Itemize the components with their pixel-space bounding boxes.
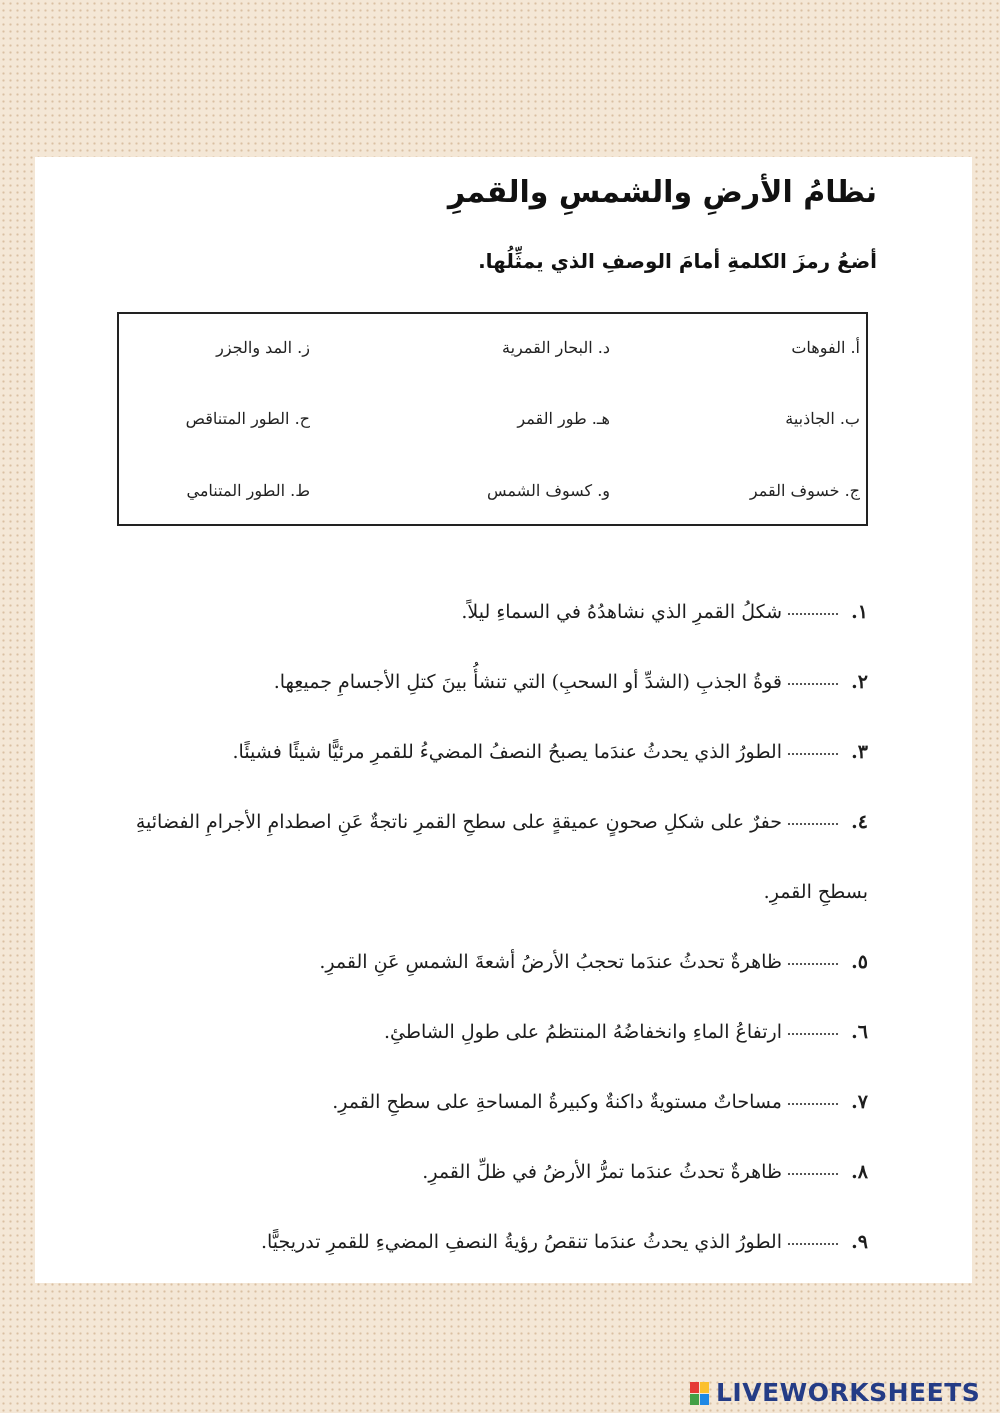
question-text: حفرٌ على شكلِ صحونٍ عميقةٍ على سطحِ القمرِ ناتجةٌ عَنِ اصطدامِ الأجرامِ الفضائيةِ بسطحِ القمرِ. xyxy=(135,811,868,903)
question-item xyxy=(108,997,868,1067)
worksheet-instruction: أضعُ رمزَ الكلمةِ أمامَ الوصفِ الذي يمثِّلُها. xyxy=(478,249,877,273)
worksheet-title: نظامُ الأرضِ والشمسِ والقمرِ xyxy=(447,175,877,210)
question-item xyxy=(108,927,868,997)
answer-blank[interactable] xyxy=(788,822,838,825)
word-bank-item: د. البحار القمرية xyxy=(502,338,610,357)
answer-blank[interactable] xyxy=(788,1032,838,1035)
liveworksheets-logo-icon xyxy=(690,1380,712,1406)
question-number: ٨. xyxy=(851,1161,868,1183)
answer-blank[interactable] xyxy=(788,1172,838,1175)
question-number: ٥. xyxy=(851,951,868,973)
question-item xyxy=(108,577,868,647)
question-text: الطورُ الذي يحدثُ عندَما يصبحُ النصفُ المضيءُ للقمرِ مرئيًّا شيئًا فشيئًا. xyxy=(232,741,782,763)
question-text: ارتفاعُ الماءِ وانخفاضُهُ المنتظمُ على طولِ الشاطئِ. xyxy=(384,1021,782,1043)
word-bank-item: هـ. طور القمر xyxy=(517,409,610,428)
question-text: ظاهرةٌ تحدثُ عندَما تحجبُ الأرضُ أشعةَ الشمسِ عَنِ القمرِ. xyxy=(319,951,782,973)
liveworksheets-brand[interactable] xyxy=(690,1378,980,1407)
question-item xyxy=(108,647,868,717)
word-bank-item: و. كسوف الشمس xyxy=(487,481,610,500)
brand-name: LIVEWORKSHEETS xyxy=(716,1378,981,1407)
word-bank-item: ز. المد والجزر xyxy=(216,338,310,357)
question-number: ٤. xyxy=(851,811,868,833)
question-number: ٦. xyxy=(851,1021,868,1043)
word-bank-item: أ. الفوهات xyxy=(791,338,860,357)
answer-blank[interactable] xyxy=(788,1242,838,1245)
question-text: مساحاتٌ مستويةٌ داكنةٌ وكبيرةُ المساحةِ على سطحِ القمرِ. xyxy=(332,1091,782,1113)
question-text: الطورُ الذي يحدثُ عندَما تنقصُ رؤيةُ النصفِ المضيءِ للقمرِ تدريجيًّا. xyxy=(260,1231,782,1253)
answer-blank[interactable] xyxy=(788,682,838,685)
question-item xyxy=(108,1207,868,1277)
word-bank-item: ج. خسوف القمر xyxy=(749,481,860,500)
question-number: ٩. xyxy=(851,1231,868,1253)
question-item xyxy=(108,1067,868,1137)
question-number: ١. xyxy=(851,601,868,623)
question-number: ٣. xyxy=(851,741,868,763)
answer-blank[interactable] xyxy=(788,962,838,965)
answer-blank[interactable] xyxy=(788,1102,838,1105)
worksheet-page xyxy=(35,157,972,1283)
word-bank-item: ح. الطور المتناقص xyxy=(185,409,310,428)
question-item xyxy=(108,787,868,927)
answer-blank[interactable] xyxy=(788,612,838,615)
question-number: ٧. xyxy=(851,1091,868,1113)
question-text: ظاهرةٌ تحدثُ عندَما تمرُّ الأرضُ في ظلِّ القمرِ. xyxy=(422,1161,782,1183)
question-text: شكلُ القمرِ الذي نشاهدُهُ في السماءِ ليلاً. xyxy=(461,601,782,623)
question-text: قوةُ الجذبِ (الشدِّ أو السحبِ) التي تنشأُ بينَ كتلِ الأجسامِ جميعِها. xyxy=(273,671,782,693)
question-number: ٢. xyxy=(851,671,868,693)
answer-blank[interactable] xyxy=(788,752,838,755)
word-bank-item: ب. الجاذبية xyxy=(785,409,860,428)
word-bank-box xyxy=(117,312,868,526)
word-bank-item: ط. الطور المتنامي xyxy=(186,481,310,500)
question-item xyxy=(108,717,868,787)
question-item xyxy=(108,1137,868,1207)
